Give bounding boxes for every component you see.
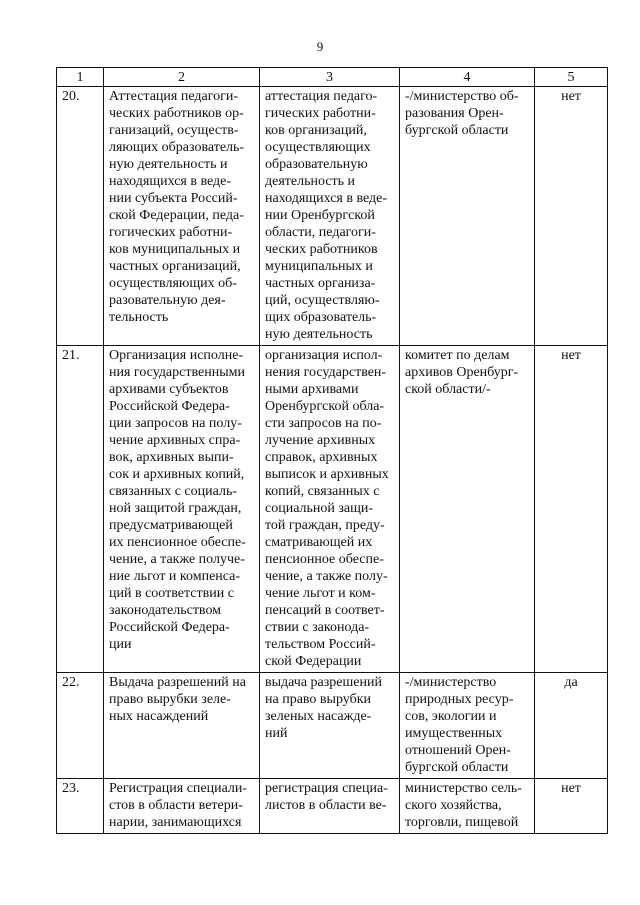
row-number: 22. [57, 673, 104, 779]
flag-value: нет [535, 87, 608, 346]
page-number: 9 [316, 39, 324, 54]
table-row [57, 779, 608, 834]
table-row [57, 673, 608, 779]
header-col-3: 3 [260, 68, 400, 87]
page-bottom-margin [0, 836, 640, 905]
flag-value: нет [535, 779, 608, 834]
responsible-authority: -/министерство об- разования Орен- бургской области [400, 87, 535, 346]
service-name-regional: регистрация специа- листов в области ве- [260, 779, 400, 834]
table-row [57, 87, 608, 346]
service-name-federal: Аттестация педагоги- ческих работников ор- ганизаций, осуществ- ляющих образователь- ную деятельность и находящихся в веде- нии субъекта Россий- ской Федерации, педа- гогических работни- ков муниципальных и частных организаций, осуществляющих об- разовательную дея- тельность [104, 87, 260, 346]
service-name-federal: Организация исполне- ния государственными архивами субъектов Российской Федера- ции запросов на полу- чение архивных спра- вок, архивных выпи- сок и архивных копий, связанных с социаль- ной защитой граждан, предусматривающей их пенсионное обеспе- чение, а также получе- ние льгот и компенса- ций в соответствии с законодательством Российской Федера- ции [104, 346, 260, 673]
responsible-authority: министерство сель- ского хозяйства, торговли, пищевой [400, 779, 535, 834]
service-name-federal: Выдача разрешений на право вырубки зеле- ных насаждений [104, 673, 260, 779]
row-number: 21. [57, 346, 104, 673]
header-col-1: 1 [57, 68, 104, 87]
row-number: 20. [57, 87, 104, 346]
flag-value: нет [535, 346, 608, 673]
responsible-authority: комитет по делам архивов Оренбург- ской области/- [400, 346, 535, 673]
header-row [57, 68, 608, 87]
header-col-4: 4 [400, 68, 535, 87]
service-name-federal: Регистрация специали- стов в области ветери- нарии, занимающихся [104, 779, 260, 834]
table-row [57, 346, 608, 673]
header-col-2: 2 [104, 68, 260, 87]
service-name-regional: организация испол- нения государствен- ными архивами Оренбургской обла- сти запросов на по- лучение архивных справок, архивных выписок и архивных копий, связанных с социальной защи- той граждан, преду- сматривающей их пенсионное обеспе- чение, а также полу- чение льгот и ком- пенсаций в соответ- ствии с законода- тельством Россий- ской Федерации [260, 346, 400, 673]
service-name-regional: выдача разрешений на право вырубки зеленых насажде- ний [260, 673, 400, 779]
row-number: 23. [57, 779, 104, 834]
header-col-5: 5 [535, 68, 608, 87]
responsible-authority: -/министерство природных ресур- сов, экологии и имущественных отношений Орен- бургской области [400, 673, 535, 779]
service-name-regional: аттестация педаго- гических работни- ков организаций, осуществляющих образовательную деятельность и находящихся в веде- нии Оренбургской области, педагоги- ческих работников муниципальных и частных организа- ций, осуществляю- щих образователь- ную деятельность [260, 87, 400, 346]
flag-value: да [535, 673, 608, 779]
registry-table [56, 67, 608, 834]
